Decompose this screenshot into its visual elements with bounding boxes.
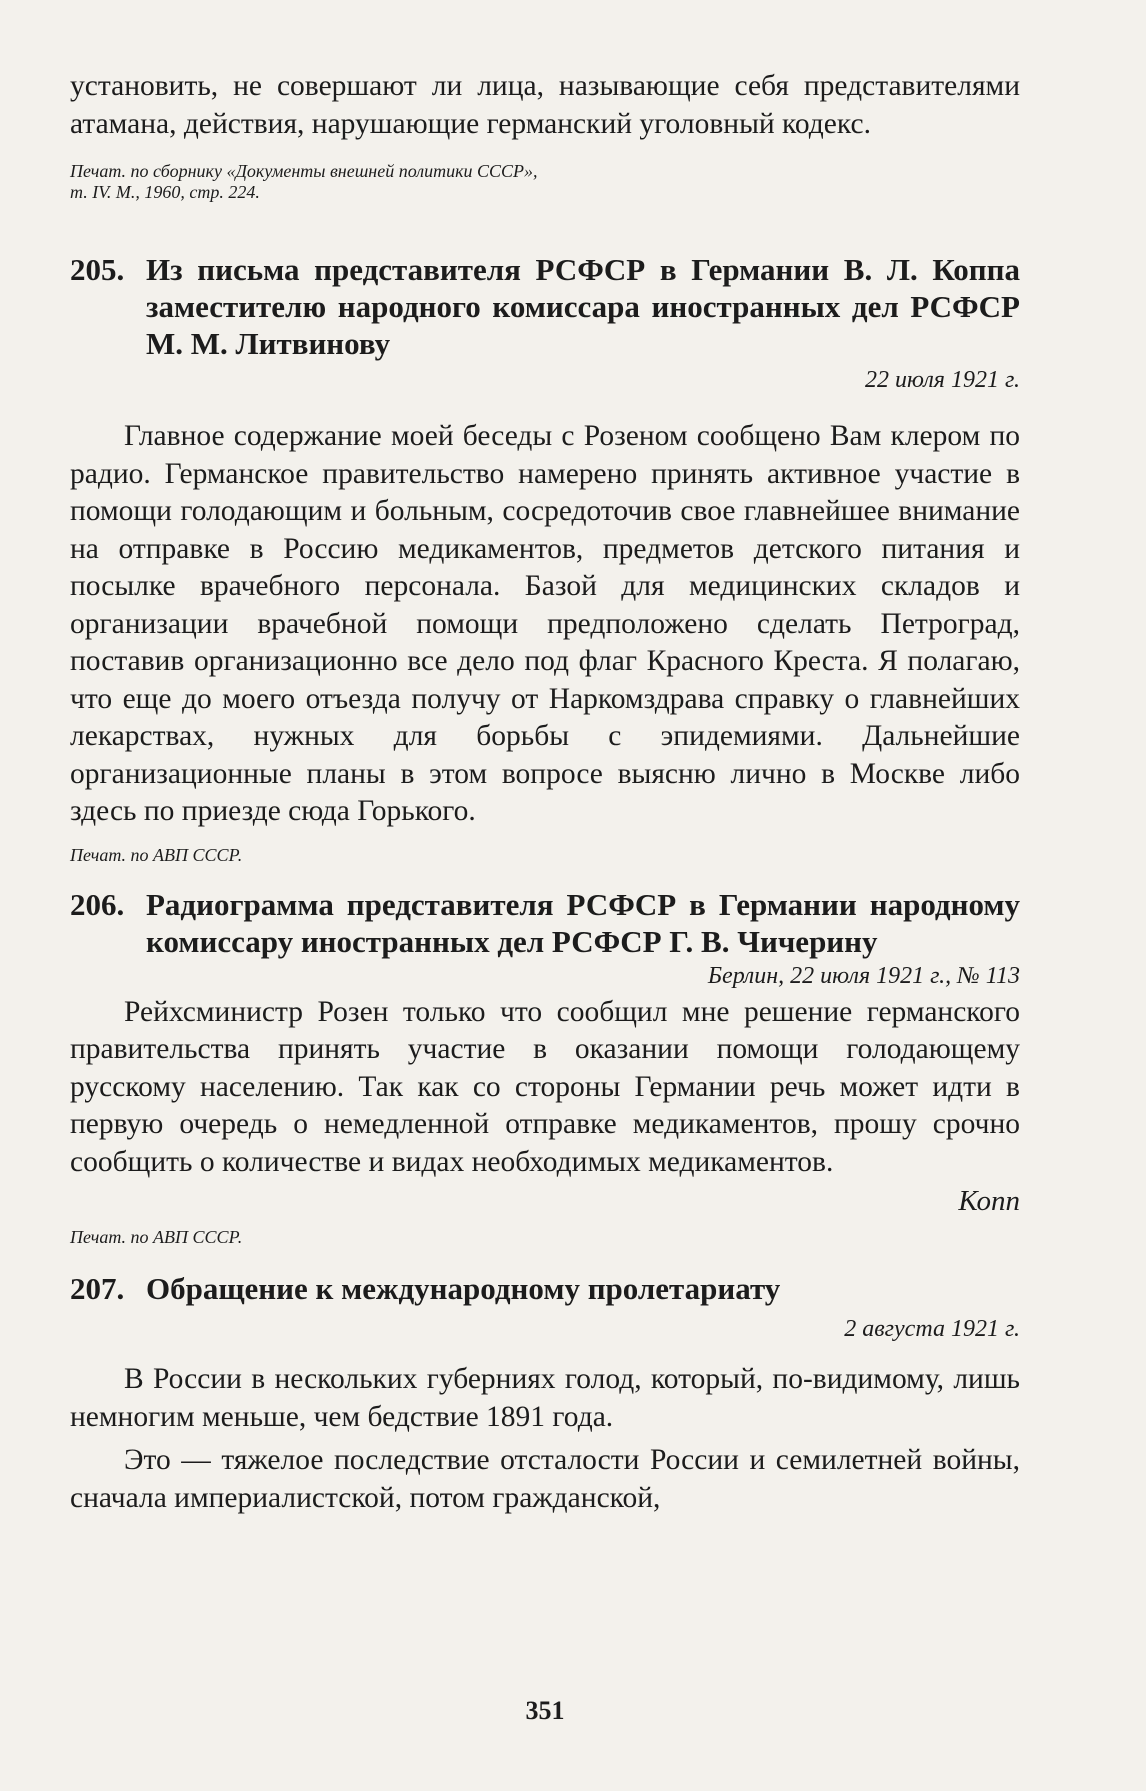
doc-205-title: Из письма представителя РСФСР в Германии В. Л. Коппа заместителю народного комиссара иностранных дел РСФСР М. М. Литвинову — [146, 252, 1020, 361]
doc-206-source: Печат. по АВП СССР. — [70, 1227, 243, 1247]
doc-206-heading — [70, 886, 1020, 960]
doc-206-body: Рейхсминистр Розен только что сообщил мне решение германского правительства принять участие в оказании помощи голодающему русскому населению. Так как со стороны Германии речь может идти в первую очередь о немедленной отправке медикаментов, прошу срочно сообщить о количестве и видах необходимых медикаментов. — [70, 995, 1020, 1178]
doc-206-number: 206. — [70, 886, 125, 922]
doc-205-source: Печат. по АВП СССР. — [70, 844, 243, 865]
source-note: Печат. по сборнику «Документы внешней политики СССР», т. IV. М., 1960, стр. 224. — [70, 161, 538, 202]
doc-205-heading — [70, 251, 1020, 362]
doc-206-title: Радиограмма представителя РСФСР в Германии народному комиссару иностранных дел РСФСР Г. В. Чичерину — [146, 886, 1020, 959]
doc-205-date: 22 июля 1921 г. — [865, 367, 1020, 393]
book-page — [70, 68, 1020, 1768]
doc-207-paragraph-2: Это — тяжелое последствие отсталости России и семилетней войны, сначала империалистской, потом гражданской, — [70, 1444, 1020, 1514]
page-number: 351 — [525, 1696, 565, 1725]
doc-207-number: 207. — [70, 1271, 125, 1306]
doc-207-heading — [70, 1270, 1020, 1307]
doc-205-body: Главное содержание моей беседы с Розеном сообщено Вам клером по радио. Германское правительство намерено принять активное участие в помощи голодающим и больным, сосредоточив свое главнейшее внимание на отправке в Россию медикаментов, предметов детского питания и посылке врачебного персонала. Базой для медицинских складов и организации врачебной помощи предположено сделать Петроград, поставив организационно все дело под флаг Красного Креста. Я полагаю, что еще до моего отъезда получу от Наркомздрава справку о главнейших лекарствах, нужных для борьбы с эпидемиями. Дальнейшие организационные планы в этом вопросе выясню лично в Москве либо здесь по приезде сюда Горького. — [70, 420, 1020, 827]
doc-206-date: Берлин, 22 июля 1921 г., № 113 — [707, 962, 1020, 989]
doc-207-title: Обращение к международному пролетариату — [146, 1271, 781, 1306]
doc-205-number: 205. — [70, 252, 125, 287]
doc-206-signature: Копп — [958, 1185, 1020, 1217]
continuation-paragraph: установить, не совершают ли лица, называющие себя представителями атамана, действия, нарушающие германский уголовный кодекс. — [70, 70, 1020, 140]
doc-207-date: 2 августа 1921 г. — [844, 1316, 1020, 1342]
doc-207-paragraph-1: В России в нескольких губерниях голод, который, по-видимому, лишь немногим меньше, чем бедствие 1891 года. — [70, 1363, 1020, 1433]
